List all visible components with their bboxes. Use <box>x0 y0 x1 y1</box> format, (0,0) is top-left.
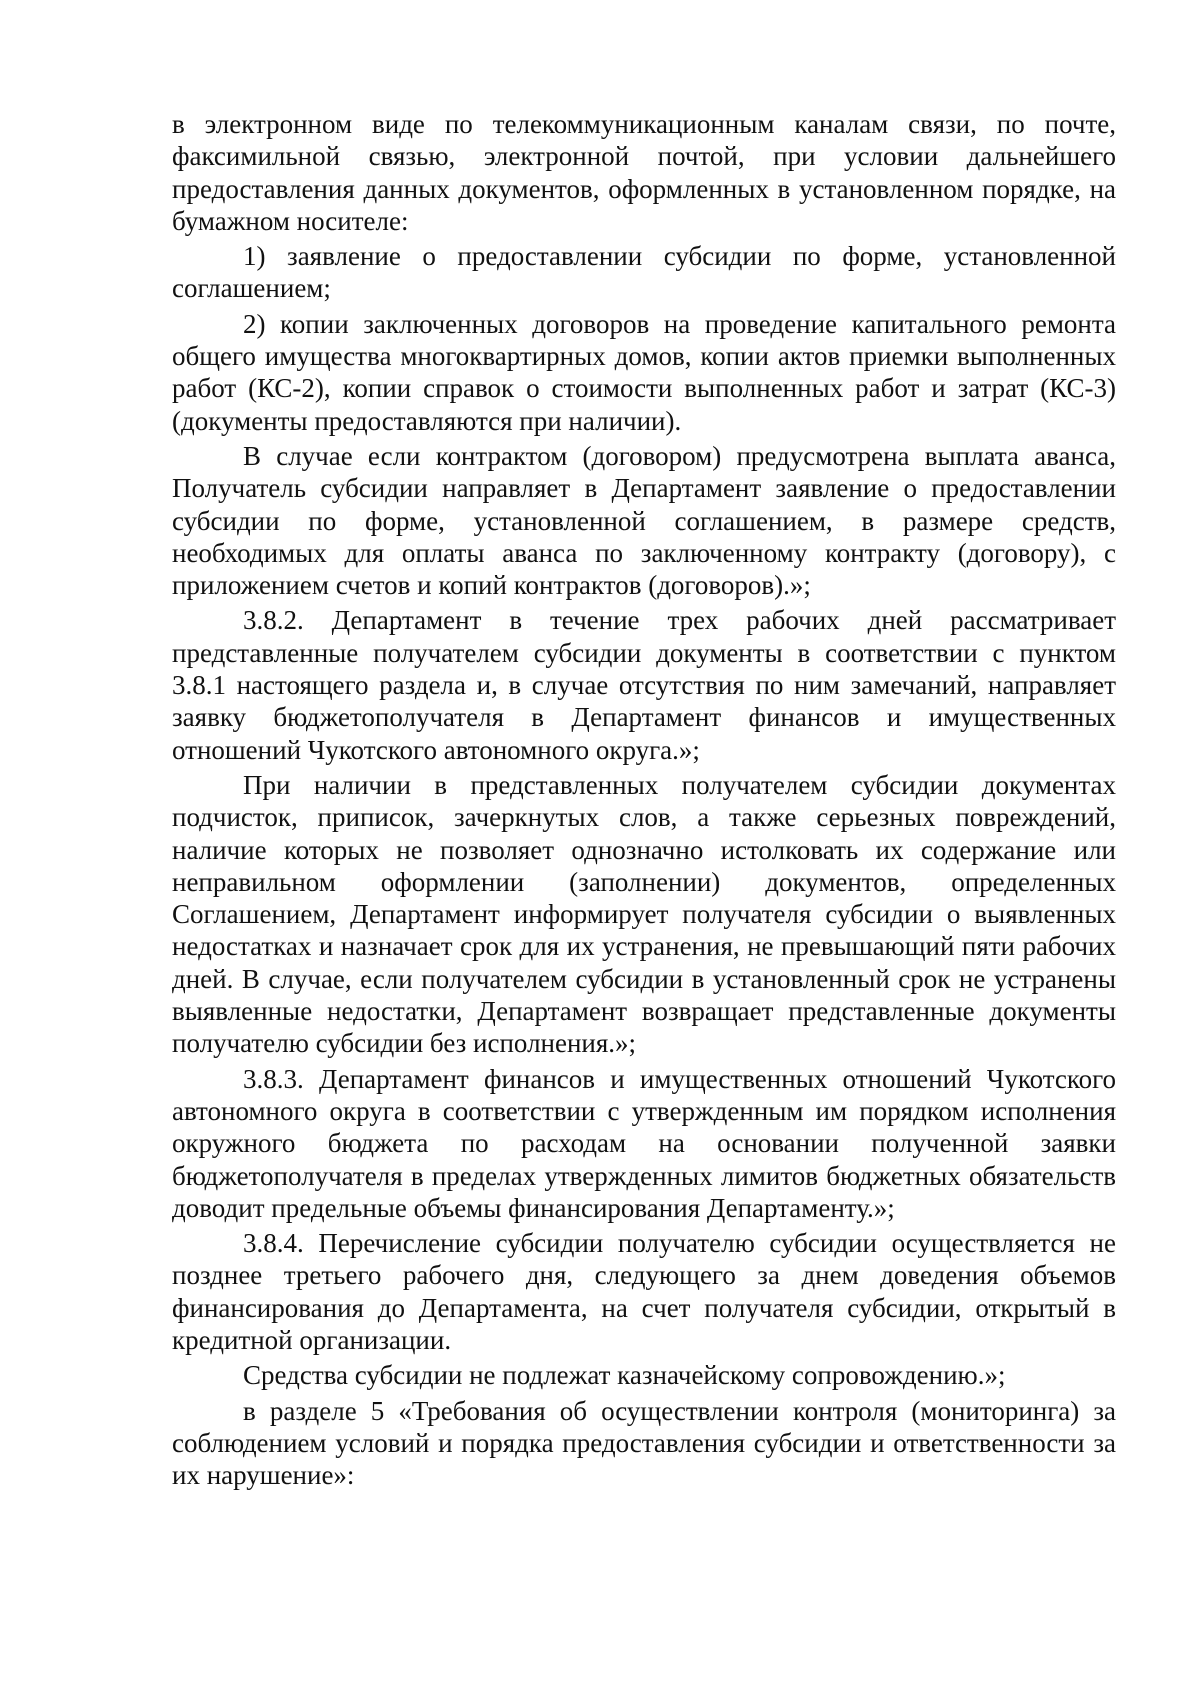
paragraph-3-8-4: 3.8.4. Перечисление субсидии получателю субсидии осуществляется не позднее третьего рабочего дня, следующего за днем доведения объемов финансирования до Департамента, на счет получателя субсидии, открытый в кредитной организации. <box>172 1228 1116 1355</box>
paragraph-intro: в электронном виде по телекоммуникационным каналам связи, по почте, факсимильной связью, электронной почтой, при условии дальнейшего предоставления данных документов, оформленных в установленном порядке, на бумажном носителе: <box>172 109 1116 236</box>
paragraph-deficiencies: При наличии в представленных получателем субсидии документах подчисток, приписок, зачеркнутых слов, а также серьезных повреждений, наличие которых не позволяет однозначно истолковать их содержание или неправильном оформлении (заполнении) документов, определенных Соглашением, Департамент информирует получателя субсидии о выявленных недостатках и назначает срок для их устранения, не превышающий пяти рабочих дней. В случае, если получателем субсидии в установленный срок не устранены выявленные недостатки, Департамент возвращает представленные документы получателю субсидии без исполнения.»; <box>172 769 1116 1059</box>
paragraph-item-2: 2) копии заключенных договоров на проведение капитального ремонта общего имущества многоквартирных домов, копии актов приемки выполненных работ (КС-2), копии справок о стоимости выполненных работ и затрат (КС-3) (документы предоставляются при наличии). <box>172 308 1116 436</box>
paragraph-3-8-3: 3.8.3. Департамент финансов и имущественных отношений Чукотского автономного округа в соответствии с утвержденным им порядком исполнения окружного бюджета по расходам на основании полученной заявки бюджетополучателя в пределах утвержденных лимитов бюджетных обязательств доводит предельные объемы финансирования Департаменту.»; <box>172 1063 1116 1223</box>
paragraph-treasury: Средства субсидии не подлежат казначейскому сопровождению.»; <box>243 1360 1006 1391</box>
paragraph-item-1: 1) заявление о предоставлении субсидии по форме, установленной соглашением; <box>172 241 1116 304</box>
paragraph-section-5: в разделе 5 «Требования об осуществлении контроля (мониторинга) за соблюдением условий и порядка предоставления субсидии и ответственности за их нарушение»: <box>172 1395 1116 1491</box>
paragraph-3-8-2: 3.8.2. Департамент в течение трех рабочих дней рассматривает представленные получателем субсидии документы в соответствии с пунктом 3.8.1 настоящего раздела и, в случае отсутствия по ним замечаний, направляет заявку бюджетополучателя в Департамент финансов и имущественных отношений Чукотского автономного округа.»; <box>172 605 1116 765</box>
paragraph-advance: В случае если контрактом (договором) предусмотрена выплата аванса, Получатель субсидии направляет в Департамент заявление о предоставлении субсидии по форме, установленной соглашением, в размере средств, необходимых для оплаты аванса по заключенному контракту (договору), с приложением счетов и копий контрактов (договоров).»; <box>172 440 1116 601</box>
document-page <box>172 108 1116 1494</box>
